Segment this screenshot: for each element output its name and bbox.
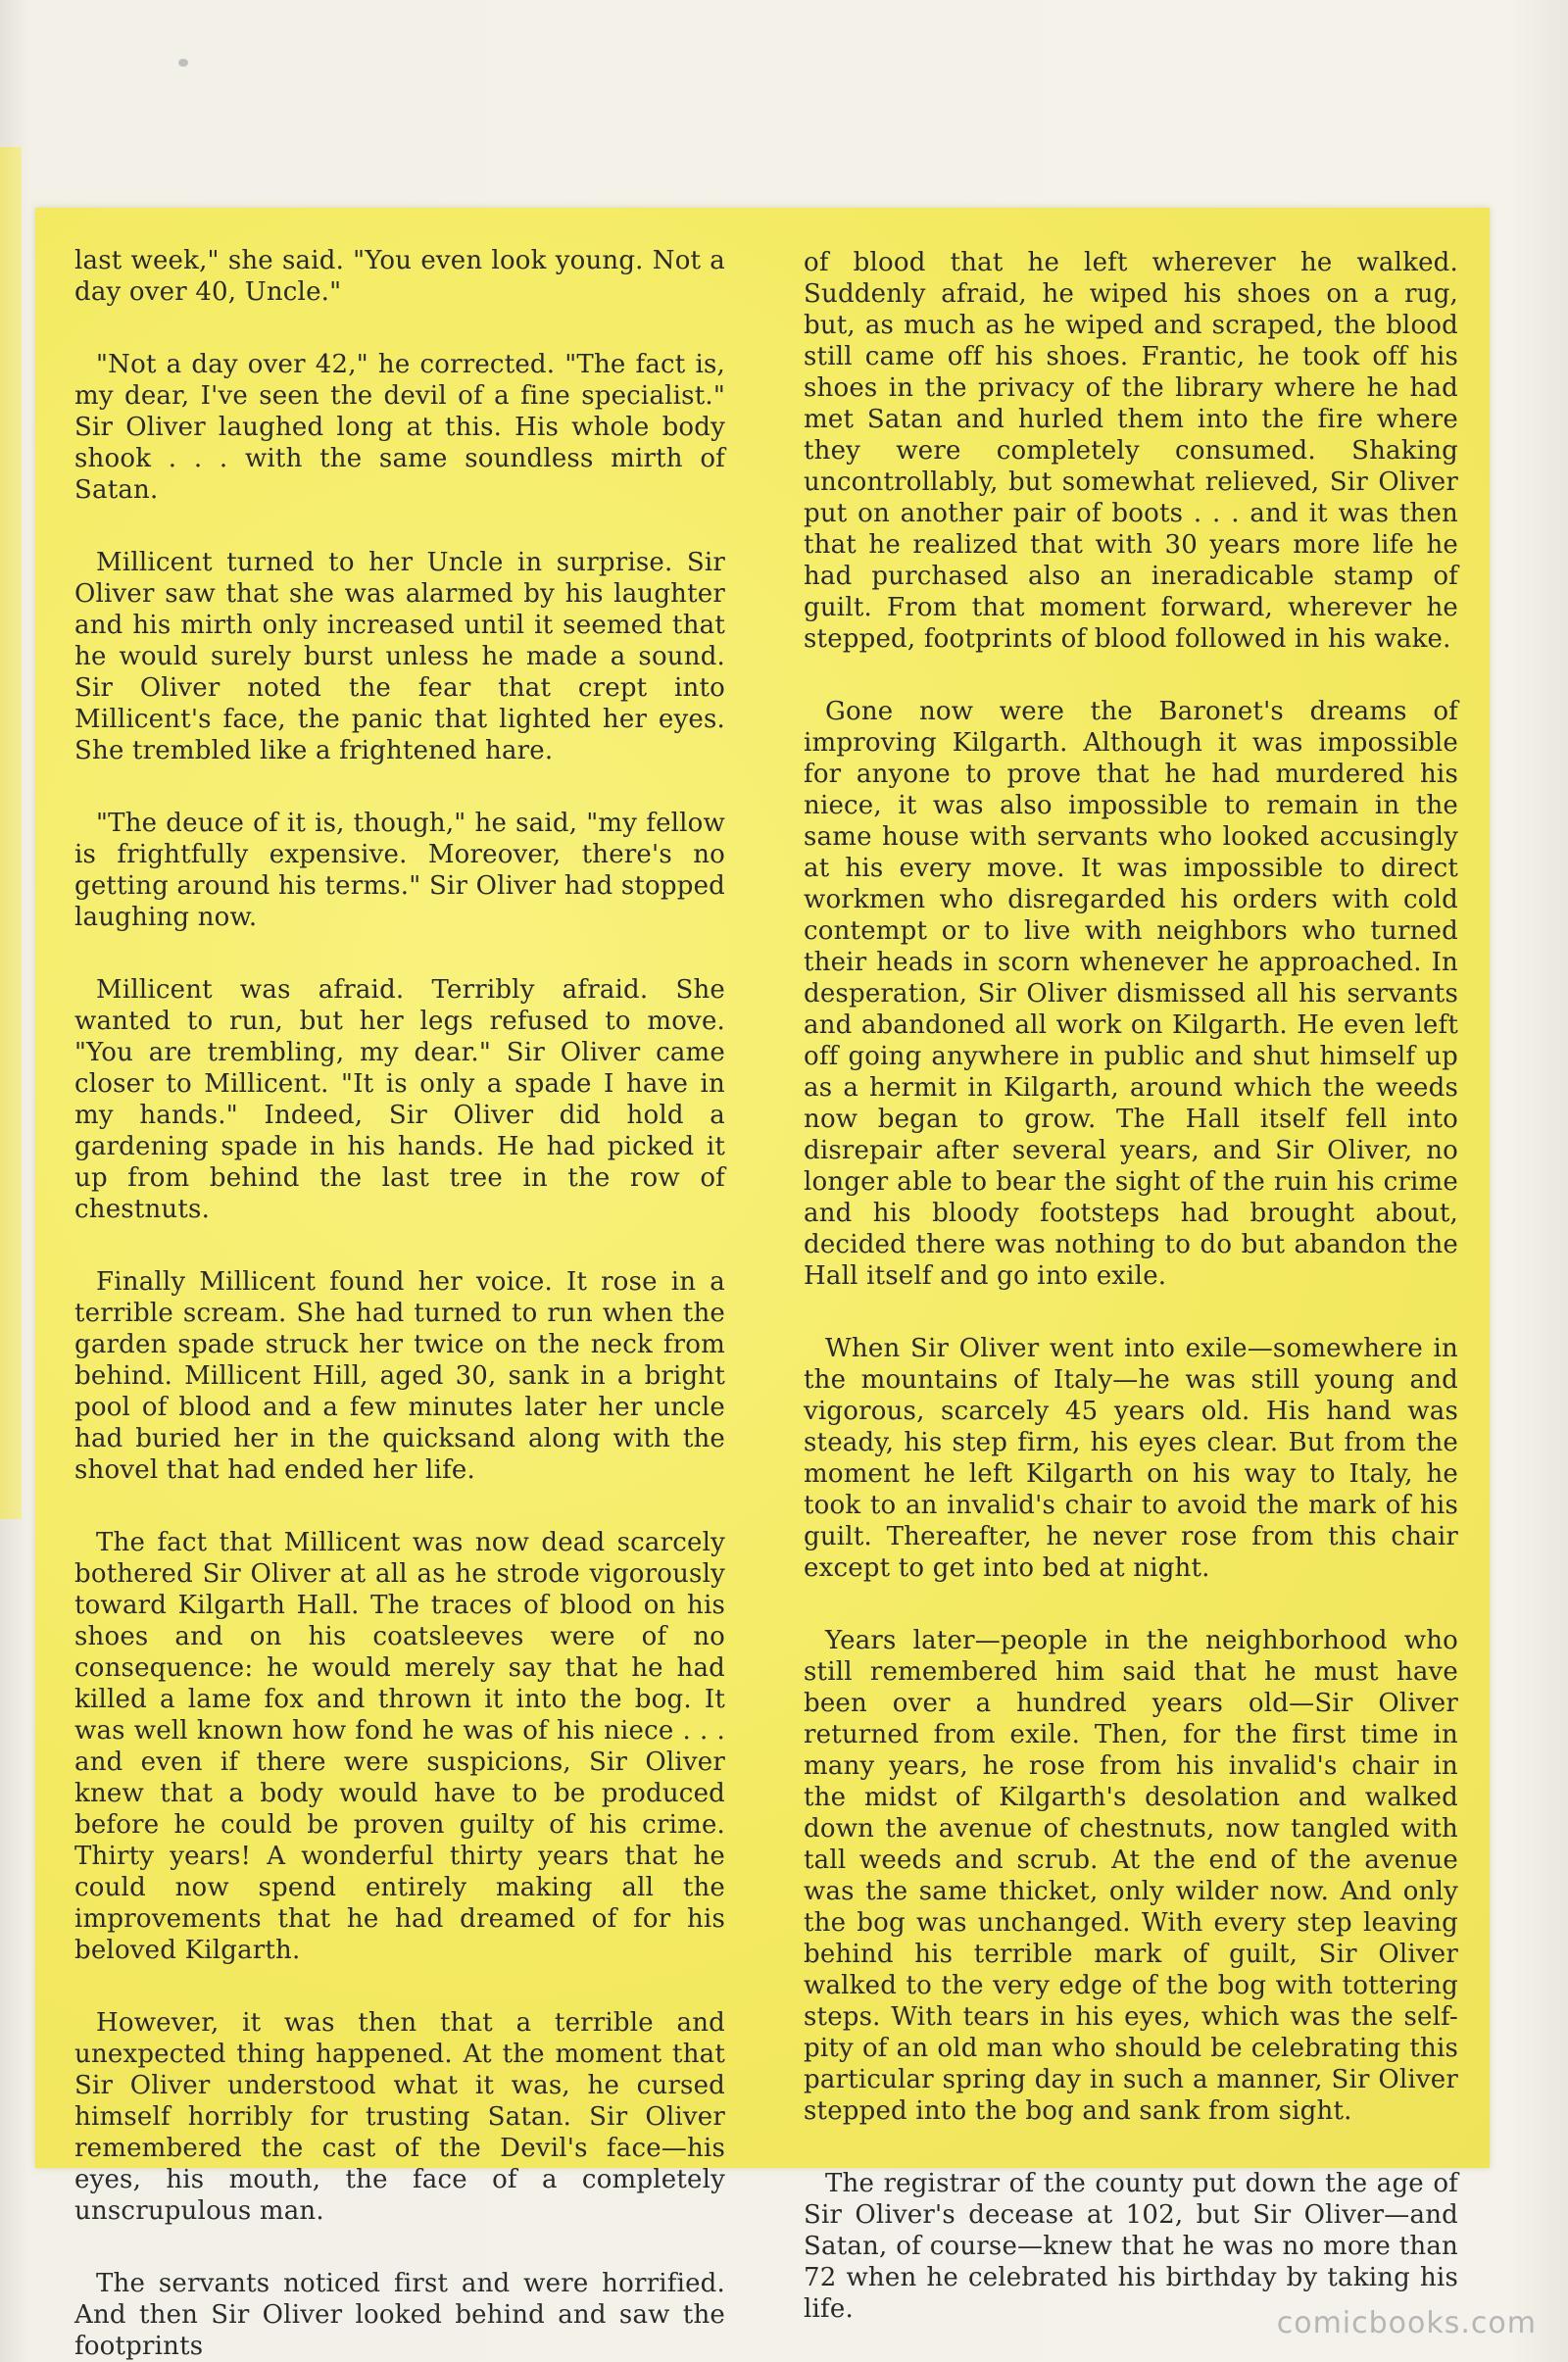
paragraph: The registrar of the county put down the age of Sir Oliver's decease at 102, but Sir Oliver—and Satan, of course—knew that he was no more than 72 when he celebrated his birthday by taking his life. — [804, 2169, 1458, 2324]
paragraph: Millicent was afraid. Terribly afraid. She wanted to run, but her legs refused to move. "You are trembling, my dear." Sir Oliver came closer to Millicent. "It is only a spade I have in my hands." Indeed, Sir Oliver did hold a gardening spade in his hands. He had picked it up from behind the last tree in the row of chestnuts. — [74, 975, 725, 1224]
ink-smudge — [178, 59, 188, 67]
left-text-column — [74, 245, 725, 2362]
paragraph: However, it was then that a terrible and unexpected thing happened. At the moment that Sir Oliver understood what it was, he cursed himself horribly for trusting Satan. Sir Oliver remembered the cast of the Devil's face—his eyes, his mouth, the face of a completely unscrupulous man. — [74, 2008, 725, 2226]
paragraph: "Not a day over 42," he corrected. "The fact is, my dear, I've seen the devil of a fine specialist." Sir Oliver laughed long at this. His whole body shook . . . with the same soundless mirth of Satan. — [74, 350, 725, 505]
paragraph: "The deuce of it is, though," he said, "my fellow is frightfully expensive. Moreover, there's no getting around his terms." Sir Oliver had stopped laughing now. — [74, 809, 725, 932]
site-watermark: comicbooks.com — [1276, 2306, 1537, 2340]
paragraph: Years later—people in the neighborhood who still remembered him said that he must have been over a hundred years old—Sir Oliver returned from exile. Then, for the first time in many years, he rose from his invalid's chair in the midst of Kilgarth's desolation and walked down the avenue of chestnuts, now tangled with tall weeds and scrub. At the end of the avenue was the same thicket, only wilder now. And only the bog was unchanged. With every step leaving behind his terrible mark of guilt, Sir Oliver walked to the very edge of the bog with tottering steps. With tears in his eyes, which was the self-pity of an old man who should be celebrating this particular spring day in such a manner, Sir Oliver stepped into the bog and sank from sight. — [804, 1626, 1458, 2126]
paragraph: Gone now were the Baronet's dreams of improving Kilgarth. Although it was impossible for anyone to prove that he had murdered his niece, it was also impossible to remain in the same house with servants who looked accusingly at his every move. It was impossible to direct workmen who disregarded his orders with cold contempt or to live with neighbors who turned their heads in scorn whenever he approached. In desperation, Sir Oliver dismissed all his servants and abandoned all work on Kilgarth. He even left off going anywhere in public and shut himself up as a hermit in Kilgarth, around which the weeds now began to grow. The Hall itself fell into disrepair after several years, and Sir Oliver, no longer able to bear the sight of the ruin his crime and his bloody footsteps had brought about, decided there was nothing to do but abandon the Hall itself and go into exile. — [804, 697, 1458, 1291]
paragraph: The fact that Millicent was now dead scarcely bothered Sir Oliver at all as he strode vigorously toward Kilgarth Hall. The traces of blood on his shoes and on his coatsleeves were of no consequence: he would merely say that he had killed a lame fox and thrown it into the bog. It was well known how fond he was of his niece . . . and even if there were suspicions, Sir Oliver knew that a body would have to be produced before he could be proven guilty of his crime. Thirty years! A wonderful thirty years that he could now spend entirely making all the improvements that he had dreamed of for his beloved Kilgarth. — [74, 1528, 725, 1965]
paragraph: The servants noticed first and were horrified. And then Sir Oliver looked behind and saw the footprints — [74, 2269, 725, 2361]
paragraph: last week," she said. "You even look young. Not a day over 40, Uncle." — [74, 246, 725, 307]
left-edge-strip — [0, 147, 22, 1519]
right-text-column — [804, 247, 1458, 2362]
paragraph: Millicent turned to her Uncle in surprise. Sir Oliver saw that she was alarmed by his laughter and his mirth only increased until it seemed that he would surely burst unless he made a sound. Sir Oliver noted the fear that crept into Millicent's face, the panic that lighted her eyes. She trembled like a frightened hare. — [74, 548, 725, 765]
paragraph: When Sir Oliver went into exile—somewhere in the mountains of Italy—he was still young and vigorous, scarcely 45 years old. His hand was steady, his step firm, his eyes clear. But from the moment he left Kilgarth on his way to Italy, he took to an invalid's chair to avoid the mark of his guilt. Thereafter, he never rose from this chair except to get into bed at night. — [804, 1334, 1458, 1583]
paragraph: Finally Millicent found her voice. It rose in a terrible scream. She had turned to run when the garden spade struck her twice on the neck from behind. Millicent Hill, aged 30, sank in a bright pool of blood and a few minutes later her uncle had buried her in the quicksand along with the shovel that had ended her life. — [74, 1267, 725, 1485]
paragraph: of blood that he left wherever he walked. Suddenly afraid, he wiped his shoes on a rug, but, as much as he wiped and scraped, the blood still came off his shoes. Frantic, he took off his shoes in the privacy of the library where he had met Satan and hurled them into the fire where they were completely consumed. Shaking uncontrollably, but somewhat relieved, Sir Oliver put on another pair of boots . . . and it was then that he realized that with 30 years more life he had purchased also an ineradicable stamp of guilt. From that moment forward, wherever he stepped, footprints of blood followed in his wake. — [804, 248, 1458, 654]
